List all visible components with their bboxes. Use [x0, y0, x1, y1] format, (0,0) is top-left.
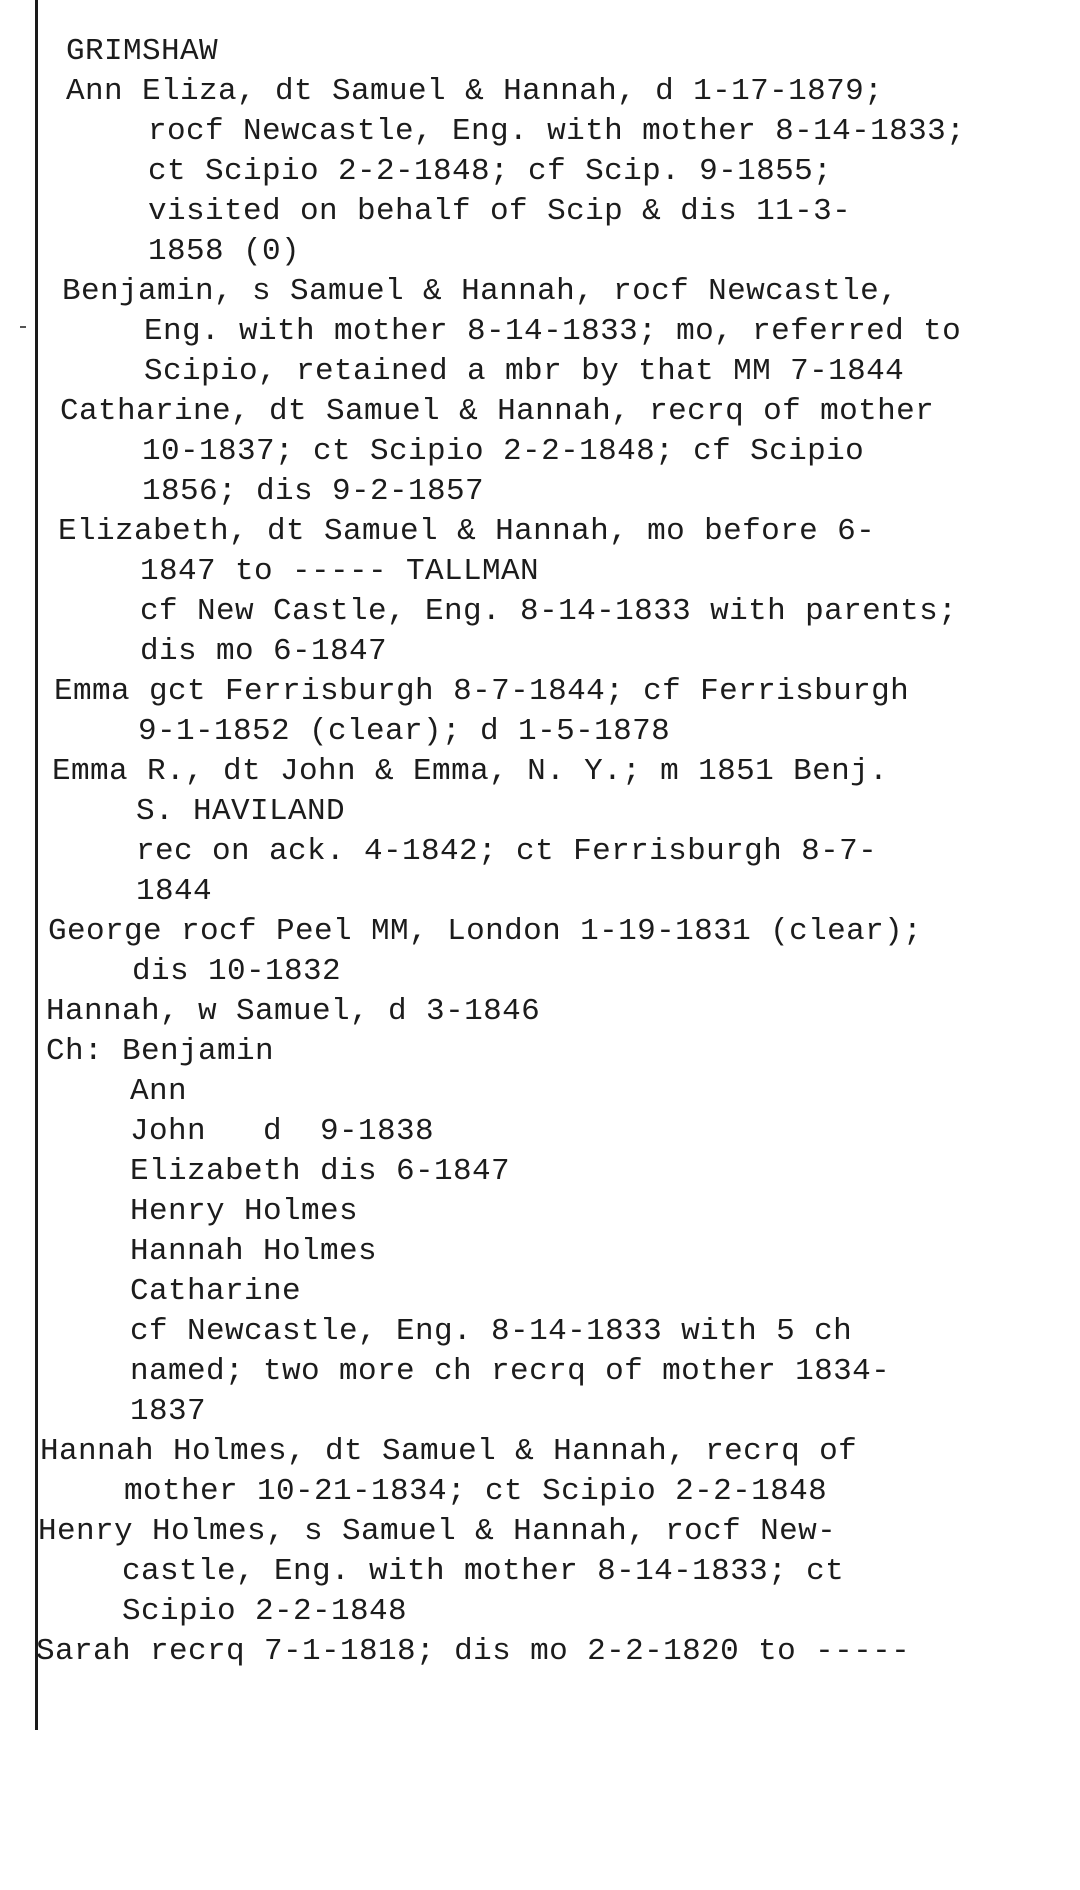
entry-line: Catharine	[130, 1274, 302, 1309]
entry-line: 9-1-1852 (clear); d 1-5-1878	[138, 714, 671, 749]
entry-line: Hannah, w Samuel, d 3-1846	[46, 994, 541, 1029]
entry-line: 1844	[136, 874, 213, 909]
entry-line: ct Scipio 2-2-1848; cf Scip. 9-1855;	[148, 154, 833, 189]
entry-line: Ann Eliza, dt Samuel & Hannah, d 1-17-1879;	[66, 74, 884, 109]
entry-line: cf Newcastle, Eng. 8-14-1833 with 5 ch	[130, 1314, 853, 1349]
entry-line: Henry Holmes, s Samuel & Hannah, rocf New-	[38, 1514, 837, 1549]
entry-line: rec on ack. 4-1842; ct Ferrisburgh 8-7-	[136, 834, 878, 869]
entry-line: 1837	[130, 1394, 207, 1429]
entry-line: Scipio, retained a mbr by that MM 7-1844	[144, 354, 905, 389]
entry-line: John d 9-1838	[130, 1114, 435, 1149]
entry-line: Emma gct Ferrisburgh 8-7-1844; cf Ferrisburgh	[54, 674, 910, 709]
entry-line: dis 10-1832	[132, 954, 342, 989]
entry-line: Ann	[130, 1074, 188, 1109]
entry-line: visited on behalf of Scip & dis 11-3-	[148, 194, 852, 229]
entry-line: Scipio 2-2-1848	[122, 1594, 408, 1629]
entry-line: George rocf Peel MM, London 1-19-1831 (clear);	[48, 914, 923, 949]
entry-line: Hannah Holmes	[130, 1234, 378, 1269]
entry-line: mother 10-21-1834; ct Scipio 2-2-1848	[124, 1474, 828, 1509]
entry-line: Catharine, dt Samuel & Hannah, recrq of mother	[60, 394, 935, 429]
entry-line: named; two more ch recrq of mother 1834-	[130, 1354, 891, 1389]
entry-line: 1858 (0)	[148, 234, 301, 269]
entry-line: 10-1837; ct Scipio 2-2-1848; cf Scipio	[142, 434, 865, 469]
entry-line: Emma R., dt John & Emma, N. Y.; m 1851 Benj.	[52, 754, 889, 789]
entry-line: Benjamin, s Samuel & Hannah, rocf Newcastle,	[62, 274, 899, 309]
entry-line: 1847 to ----- TALLMAN	[140, 554, 540, 589]
entry-line: rocf Newcastle, Eng. with mother 8-14-1833;	[148, 114, 966, 149]
entry-line: Eng. with mother 8-14-1833; mo, referred to	[144, 314, 962, 349]
entry-line: cf New Castle, Eng. 8-14-1833 with parents;	[140, 594, 958, 629]
entry-line: Ch: Benjamin	[46, 1034, 275, 1069]
surname-heading: GRIMSHAW	[66, 34, 219, 69]
entry-line: 1856; dis 9-2-1857	[142, 474, 485, 509]
entry-line: castle, Eng. with mother 8-14-1833; ct	[122, 1554, 845, 1589]
entry-line: Elizabeth, dt Samuel & Hannah, mo before 6-	[58, 514, 876, 549]
entry-line: Henry Holmes	[130, 1194, 359, 1229]
entry-line: Sarah recrq 7-1-1818; dis mo 2-2-1820 to -----	[36, 1634, 911, 1669]
entry-line: dis mo 6-1847	[140, 634, 388, 669]
entry-line: Elizabeth dis 6-1847	[130, 1154, 511, 1189]
entry-line: S. HAVILAND	[136, 794, 346, 829]
entry-line: Hannah Holmes, dt Samuel & Hannah, recrq of	[40, 1434, 858, 1469]
